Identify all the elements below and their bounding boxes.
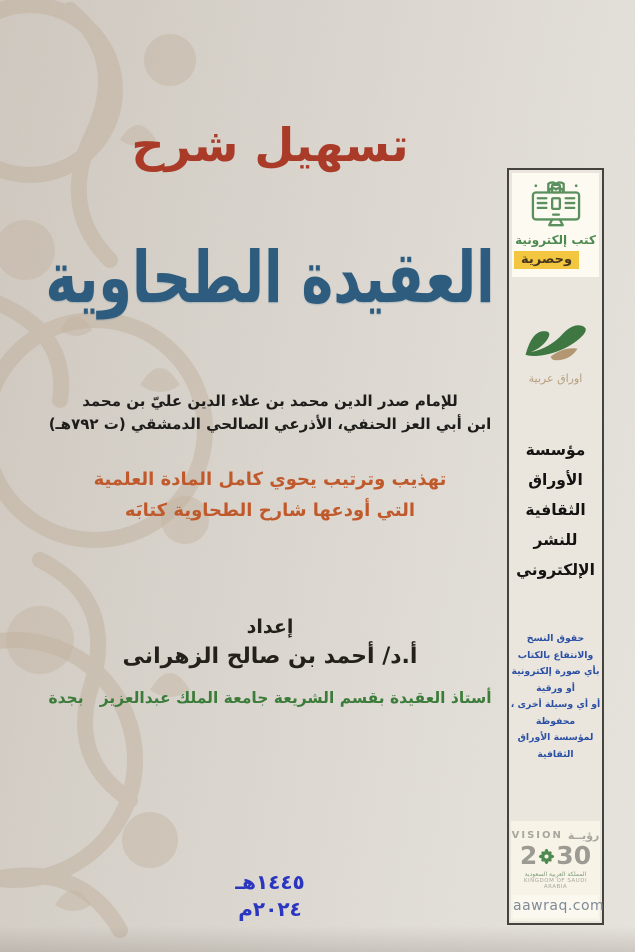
edition-description — [40, 464, 500, 526]
vision-year-suffix: 30 — [556, 841, 592, 870]
publisher-name — [509, 435, 602, 585]
preparer-name: أ.د/ أحمد بن صالح الزهرانى — [122, 644, 418, 669]
prepared-by-label: إعداد — [246, 616, 294, 638]
publisher-name-line: الأوراق — [528, 471, 583, 489]
vision2030-logo — [511, 821, 605, 921]
author-attribution — [40, 390, 500, 436]
copyright-line: حقوق النسخ والانتفاع بالكتاب — [517, 633, 594, 661]
year-gregorian: ٢٠٢٤م — [238, 897, 302, 921]
publisher-name-line: الإلكتروني — [516, 561, 595, 579]
ebooks-badge — [512, 173, 599, 277]
main-content — [40, 0, 500, 952]
publisher-name-line: للنشر — [533, 531, 578, 549]
vision-year-prefix: 2 — [519, 841, 538, 870]
awraq-logo-caption: اوراق عربية — [528, 372, 583, 385]
copyright-notice — [509, 631, 602, 763]
vision-year — [513, 843, 598, 869]
publisher-website: aawraq.com — [513, 895, 598, 918]
kingdom-label-en: KINGDOM OF SAUDI ARABIA — [523, 878, 588, 890]
series-title: تسهيل شرح — [131, 118, 409, 172]
kingdom-label-ar: المملكة العربية السعودية — [524, 871, 587, 878]
vision-label-ar: رؤيــة — [567, 829, 600, 842]
edition-line-2: التي أودعها شارح الطحاوية كتابَه — [124, 500, 416, 521]
copyright-line: أو أي وسيلة أخرى ، محفوظة — [510, 699, 601, 727]
edition-line-1: تهذيب وترتيب يحوي كامل المادة العلمية — [93, 469, 447, 490]
year-hijri: ١٤٤٥هـ — [235, 870, 305, 894]
publisher-name-line: الثقافية — [525, 501, 586, 519]
publication-dates — [40, 869, 500, 923]
book-title-calligraphy: العقيدة الطحاوية — [45, 235, 495, 320]
awraq-logo — [509, 319, 602, 385]
publisher-sidebar — [507, 168, 604, 925]
awraq-logo-icon — [519, 319, 593, 371]
ebooks-badge-label: كتب إلكترونية — [515, 233, 596, 247]
copyright-line: بأي صورة إلكترونية أو ورقية — [511, 666, 600, 694]
publisher-name-line: مؤسسة — [525, 441, 586, 459]
ebook-monitor-icon — [527, 180, 585, 230]
author-line-1: للإمام صدر الدين محمد بن علاء الدين عليّ بن محمد — [82, 392, 458, 410]
exclusive-badge-label: وحصرية — [514, 251, 579, 269]
preparer-title: أستاذ العقيدة بقسم الشريعة جامعة الملك عبدالعزيز بجدة — [48, 689, 492, 707]
saudi-emblem-icon — [538, 848, 555, 865]
vision-label-en: VISION — [511, 830, 563, 841]
author-line-2: ابن أبي العز الحنفي، الأذرعي الصالحي الدمشقي (ت ٧٩٢هـ) — [48, 415, 492, 433]
copyright-line: لمؤسسة الأوراق الثقافية — [517, 732, 594, 760]
